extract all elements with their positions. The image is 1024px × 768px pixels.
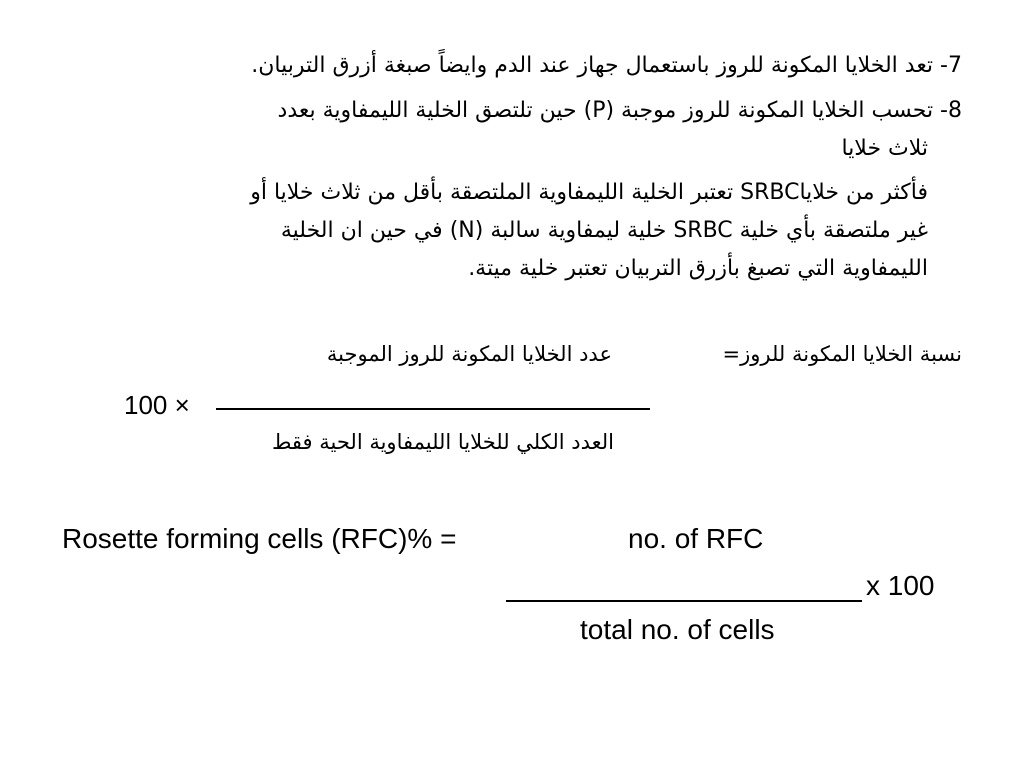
arabic-formula-label: نسبة الخلايا المكونة للروز= — [722, 342, 962, 366]
english-formula-multiplier: x 100 — [866, 570, 935, 601]
item-8-text-line-2: ثلاث خلايا — [841, 136, 928, 161]
explanation-line-3: الليمفاوية التي تصبغ بأزرق التربيان تعتبر خلية ميتة. — [468, 256, 928, 281]
arabic-formula-denominator: العدد الكلي للخلايا الليمفاوية الحية فقط — [272, 430, 614, 454]
item-7-text: 7- تعد الخلايا المكونة للروز باستعمال جهاز عند الدم وايضاً صبغة أزرق التربيان. — [251, 53, 962, 78]
arabic-formula-multiplier: 100 × — [124, 390, 190, 420]
explanation-line-1: فأكثر من خلاياSRBC تعتبر الخلية الليمفاوية الملتصقة بأقل من ثلاث خلايا أو — [250, 180, 928, 205]
arabic-fraction-line — [216, 408, 650, 410]
explanation-line-2: غير ملتصقة بأي خلية SRBC خلية ليمفاوية سالبة (N) في حين ان الخلية — [280, 218, 928, 243]
english-formula-numerator: no. of RFC — [628, 523, 764, 554]
english-formula-label: Rosette forming cells (RFC)% = — [62, 523, 457, 554]
item-8-text-line-1: 8- تحسب الخلايا المكونة للروز موجبة (P) حين تلتصق الخلية الليمفاوية بعدد — [277, 98, 962, 123]
english-fraction-line — [506, 600, 862, 602]
english-formula-denominator: total no. of cells — [580, 614, 775, 645]
arabic-formula-numerator: عدد الخلايا المكونة للروز الموجبة — [326, 342, 612, 366]
